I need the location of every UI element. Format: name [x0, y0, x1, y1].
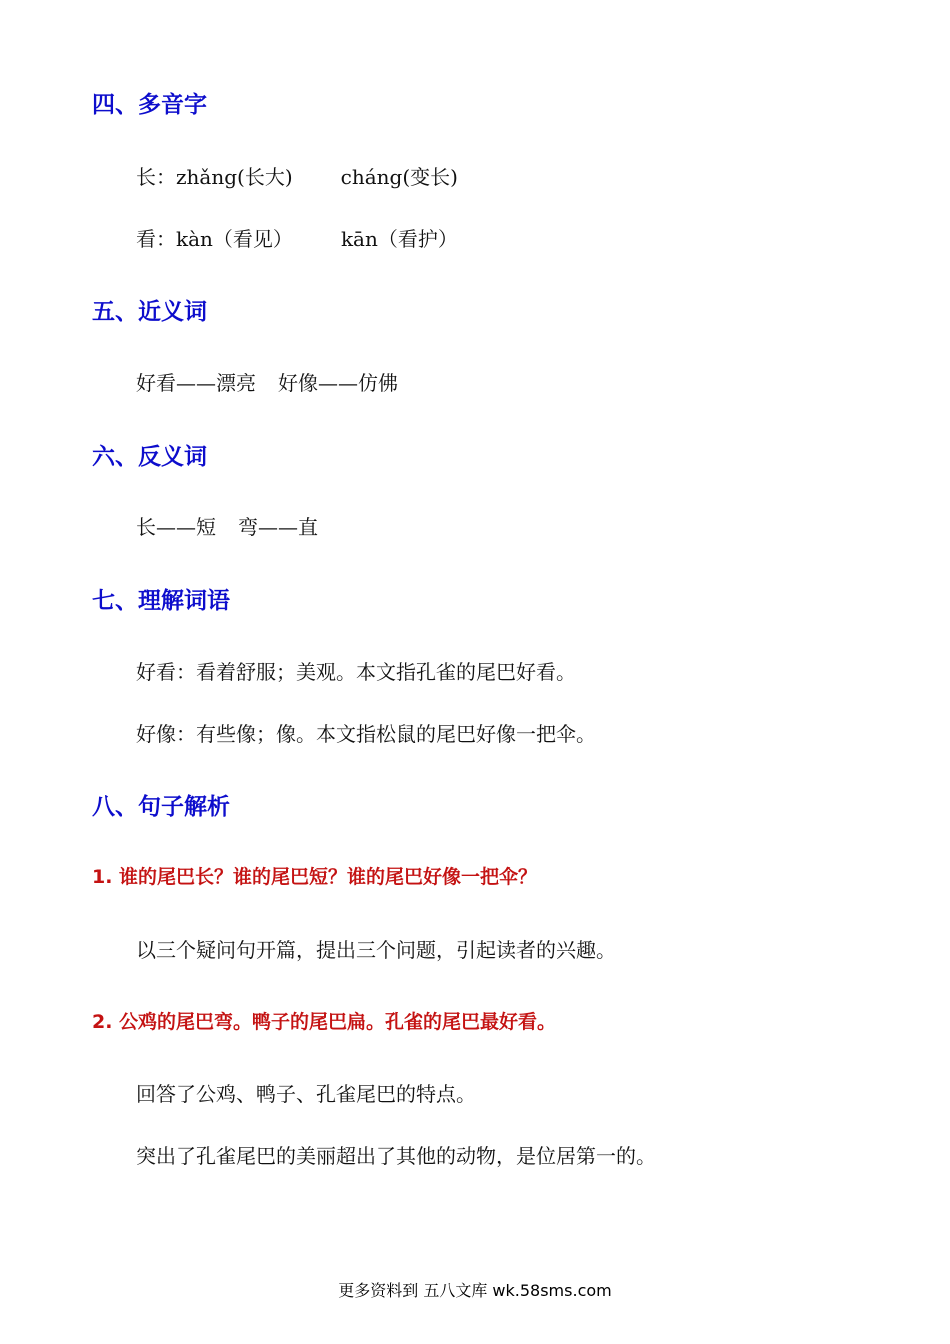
pronunciation-2: kān（看护） [340, 227, 458, 251]
pronunciation-1: kàn（看见） [176, 227, 293, 251]
word-definition: 好像：有些像；像。本文指松鼠的尾巴好像一把伞。 [136, 722, 596, 746]
word-definition: 好看：看着舒服；美观。本文指孔雀的尾巴好看。 [136, 660, 576, 684]
pronunciation-2: cháng(变长) [340, 165, 458, 189]
sentence-analysis: 回答了公鸡、鸭子、孔雀尾巴的特点。 [136, 1082, 476, 1106]
antonym-pair: 长——短 [136, 515, 216, 539]
polyphonic-line-zhang [136, 161, 458, 190]
polyphonic-char: 长： [136, 165, 176, 189]
sentence-analysis: 以三个疑问句开篇，提出三个问题，引起读者的兴趣。 [136, 938, 616, 962]
pronunciation-1: zhǎng(长大) [176, 165, 293, 189]
section-heading-synonyms: 五、近义词 [92, 299, 207, 325]
antonym-line [136, 511, 318, 540]
section-heading-word-meaning: 七、理解词语 [92, 588, 230, 614]
sentence-analysis: 突出了孔雀尾巴的美丽超出了其他的动物，是位居第一的。 [136, 1144, 656, 1168]
synonym-pair: 好看——漂亮 [136, 371, 256, 395]
section-heading-sentence-analysis: 八、句子解析 [92, 794, 230, 820]
footer-source: 更多资料到 五八文库 wk.58sms.com [338, 1281, 612, 1300]
section-heading-antonyms: 六、反义词 [92, 444, 207, 470]
antonym-pair: 弯——直 [238, 515, 318, 539]
polyphonic-line-kan [136, 223, 458, 252]
synonym-pair: 好像——仿佛 [278, 371, 398, 395]
section-heading-polyphonic: 四、多音字 [92, 92, 207, 118]
sentence-question: 1. 谁的尾巴长？谁的尾巴短？谁的尾巴好像一把伞？ [92, 866, 538, 888]
sentence-question: 2. 公鸡的尾巴弯。鸭子的尾巴扁。孔雀的尾巴最好看。 [92, 1011, 557, 1033]
synonym-line [136, 367, 398, 396]
polyphonic-char: 看： [136, 227, 176, 251]
